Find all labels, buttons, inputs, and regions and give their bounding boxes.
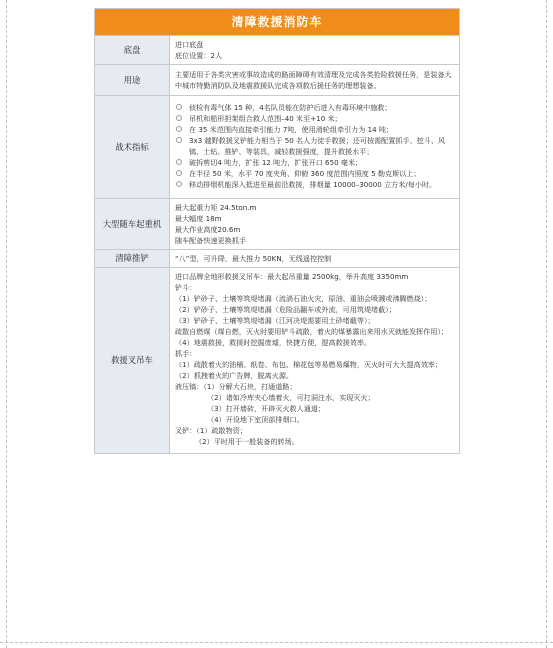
text-line: 抓手：: [175, 349, 197, 358]
paragraph: 主要适用于各类灾害或事故造成的路面障碍有效清理及完成各类抢险救援任务，是装备大中城市特勤消防队及地震救援队完成各项救后援任务的理想装备。: [175, 70, 452, 90]
text-line: 底位设置：2人: [175, 51, 223, 60]
text-line: （2）平时用于一般装备的转场。: [195, 437, 299, 446]
item-text: 移动排烟机能深入抵进至最前沿救援，排烟量 10000–30000 立方米/每小时。: [189, 180, 437, 189]
text-line: （3）打开墙砖，开辟灭火救人通道；: [207, 404, 326, 413]
item-text: 破拆剪切4 吨力，扩张 12 吨力，扩张开口 650 毫米；: [189, 158, 363, 167]
row-chassis: [95, 35, 459, 64]
text-line: “八”型，可升降，最大推力 50KN，无线遥控控制: [175, 254, 332, 263]
row-content: [170, 36, 459, 64]
row-label: 救援叉吊车: [95, 268, 170, 453]
row-content: [170, 268, 459, 453]
list-item: [175, 102, 454, 113]
bullet-icon: [176, 159, 182, 165]
item-text: 3x3 越野救援叉铲能力相当于 50 名人力徒手救援；还可按需配置抓手、挖斗、风镐、土钻、推铲、等装具，减轻救援强度，提升救援水平；: [189, 136, 446, 156]
row-content: [170, 65, 459, 95]
text-line: 液压镐：（1）分解大石块，打通道路；: [175, 382, 297, 391]
list-item: [175, 113, 454, 124]
item-text: 吊机和船形担架组合救人范围–40 米至+10 米；: [189, 114, 342, 123]
list-item: [175, 135, 454, 157]
row-purpose: [95, 64, 459, 95]
text-line: （4）地震救援，救援时挖掘废墟，快捷方便，提高救援效率。: [175, 338, 372, 347]
row-crane: [95, 198, 459, 249]
row-label: 战术指标: [95, 96, 170, 198]
dashed-guide-bottom: [0, 642, 553, 643]
text-line: 最大起重力矩 24.5ton.m: [175, 203, 257, 212]
text-line: 最大幅度 18m: [175, 214, 222, 223]
row-content: [170, 199, 459, 249]
list-item: [175, 124, 454, 135]
row-content: [170, 250, 459, 267]
bullet-icon: [176, 181, 182, 187]
row-content: [170, 96, 459, 198]
spec-table: [94, 8, 460, 454]
text-line: （2）铲砂子、土壤等筑堤堵漏（危险品翻车或外流，可用筑堤堵截）；: [175, 305, 396, 314]
row-label: 底盘: [95, 36, 170, 64]
bullet-icon: [176, 126, 182, 132]
text-line: 进口品牌全地形救援叉吊车：最大起吊重量 2500kg，举升高度 3350mm: [175, 272, 409, 281]
text-line: 疏散自燃煤（煤自燃，灭火时要用铲斗疏散，着火的煤暴露出来用水灭就能发挥作用）；: [175, 327, 449, 336]
text-line: （1）铲砂子、土壤等筑堤堵漏（流淌石油火灾，原油、重油会喷溅或沸腾燃烧）；: [175, 294, 432, 303]
bullet-icon: [176, 170, 182, 176]
row-label: 大型随车起重机: [95, 199, 170, 249]
text-line: 随车配备快速更换抓手: [175, 236, 246, 245]
bullet-icon: [176, 137, 182, 143]
list-item: [175, 168, 454, 179]
text-line: （2）抓拽着火的广告牌，脱离火源。: [175, 371, 294, 380]
row-tactics: [95, 95, 459, 198]
tactics-list: [175, 102, 454, 190]
text-line: （3）铲砂子、土壤等筑堤堵漏（江河决堤需要用土砂堵截等）；: [175, 316, 375, 325]
item-text: 在 35 米范围内直接牵引能力 7吨，使用滑轮组牵引力为 14 吨；: [189, 125, 394, 134]
row-forklift: [95, 267, 459, 453]
list-item: [175, 179, 454, 190]
text-line: 叉铲：（1）疏散物资；: [175, 426, 247, 435]
text-line: 最大作业高度20.6m: [175, 225, 241, 234]
dashed-guide-right: [546, 0, 547, 648]
text-line: （1）疏散着火的油桶、纸卷、布包、棉花包等易燃易爆物，灭火时可大大提高效率；: [175, 360, 442, 369]
text-line: 进口底盘: [175, 40, 204, 49]
text-line: （4）开设地下室顶部排烟口。: [207, 415, 304, 424]
item-text: 侦检有毒气体 15 种，4名队员能在防护后进入有毒环境中施救；: [189, 103, 392, 112]
bullet-icon: [176, 104, 182, 110]
row-label: 清障推铲: [95, 250, 170, 267]
text-line: （2）诸如冷库夹心墙着火，可打洞注水，实现灭火；: [207, 393, 375, 402]
item-text: 在半径 50 米，水平 70 度夹角、仰俯 360 度范围内照度 5 勒克斯以上；: [189, 169, 421, 178]
row-dozer: [95, 249, 459, 267]
table-title: 清障救援消防车: [95, 9, 459, 35]
row-label: 用途: [95, 65, 170, 95]
dashed-guide-left: [6, 0, 7, 648]
list-item: [175, 157, 454, 168]
bullet-icon: [176, 115, 182, 121]
text-line: 铲斗：: [175, 283, 197, 292]
